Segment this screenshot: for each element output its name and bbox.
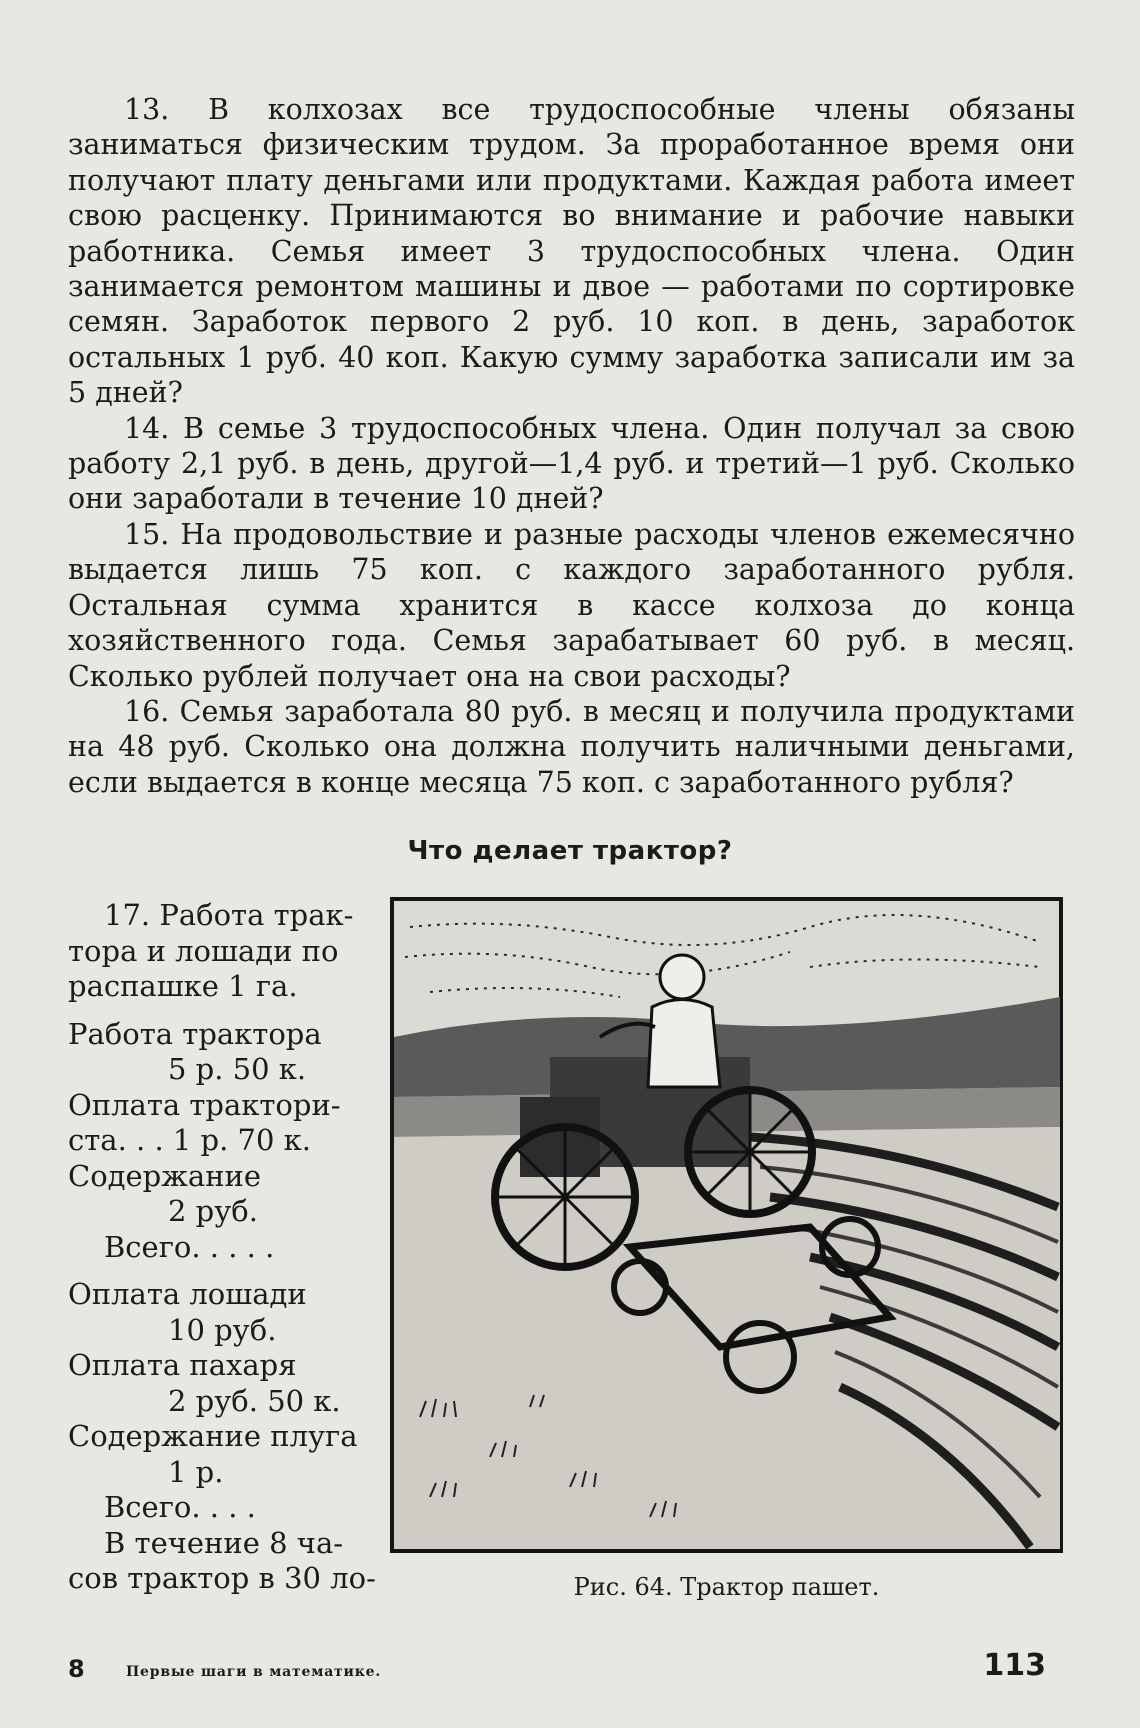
tractor-plowing-illustration: [390, 897, 1063, 1553]
driver-pay-label: Оплата трактори-: [68, 1087, 341, 1122]
plowman-pay-label: Оплата пахаря: [68, 1348, 297, 1382]
problem-17-line: распашке 1 га.: [68, 969, 298, 1003]
problem-16: 16. Семья заработала 80 руб. в месяц и получила продуктами на 48 руб. Сколько она должна получить наличными деньгами, если выдается в конце месяца 75 коп. с заработанного рубля?: [68, 694, 1075, 799]
upkeep-cost: 2 руб.: [168, 1194, 258, 1228]
problems-block: [68, 92, 1075, 800]
problem-17-line: тора и лошади по: [68, 933, 339, 968]
driver-pay-cost: ста. . . 1 р. 70 к.: [68, 1123, 312, 1157]
tractor-work-label: Работа трактора: [68, 1016, 322, 1051]
plow-upkeep-label: Содержание плуга: [68, 1419, 358, 1453]
book-title: Первые шаги в математике.: [126, 1664, 382, 1680]
problem-17-column: [68, 898, 376, 1597]
problem-15: 15. На продовольствие и разные расходы членов ежемесячно выдается лишь 75 коп. с каждого заработанного рубля. Остальная сумма хранится в кассе колхоза до конца хозяйственного года. Семья зарабатывает 60 руб. в месяц. Сколько рублей получает она на свои расходы?: [68, 517, 1075, 693]
tractor-work-cost: 5 р. 50 к.: [168, 1052, 307, 1086]
plowman-pay-cost: 2 руб. 50 к.: [168, 1383, 341, 1418]
total-horse: Всего. . . .: [104, 1490, 256, 1524]
problem-17-line: 17. Работа трак-: [104, 898, 354, 932]
upkeep-label: Содержание: [68, 1158, 262, 1193]
plow-upkeep-cost: 1 р.: [168, 1454, 224, 1489]
problem-13: 13. В колхозах все трудоспособные члены обязаны заниматься физическим трудом. За проработанное время они получают плату деньгами или продуктами. Каждая работа имеет свою расценку. Принимаются во внимание и рабочие навыки работника. Семья имеет 3 трудоспособных члена. Один занимается ремонтом машины и двое — работами по сортировке семян. Заработок первого 2 руб. 10 коп. в день, заработок остальных 1 руб. 40 коп. Какую сумму заработка записали им за 5 дней?: [68, 93, 1075, 410]
problem-17-continuation: сов трактор в 30 ло-: [68, 1561, 376, 1595]
problem-17-continuation: В течение 8 ча-: [104, 1525, 344, 1560]
figure-caption: Рис. 64. Трактор пашет.: [573, 1573, 880, 1601]
problem-14: 14. В семье 3 трудоспособных члена. Один получал за свою работу 2,1 руб. в день, другой—1,4 руб. и третий—1 руб. Сколько они заработали в течение 10 дней?: [68, 411, 1075, 516]
section-title: Что делает трактор?: [407, 836, 733, 866]
horse-pay-label: Оплата лошади: [68, 1277, 307, 1311]
horse-pay-cost: 10 руб.: [168, 1312, 277, 1347]
total-tractor: Всего. . . . .: [104, 1229, 275, 1264]
signature-number: 8: [68, 1655, 85, 1683]
page-number: 113: [983, 1648, 1046, 1683]
